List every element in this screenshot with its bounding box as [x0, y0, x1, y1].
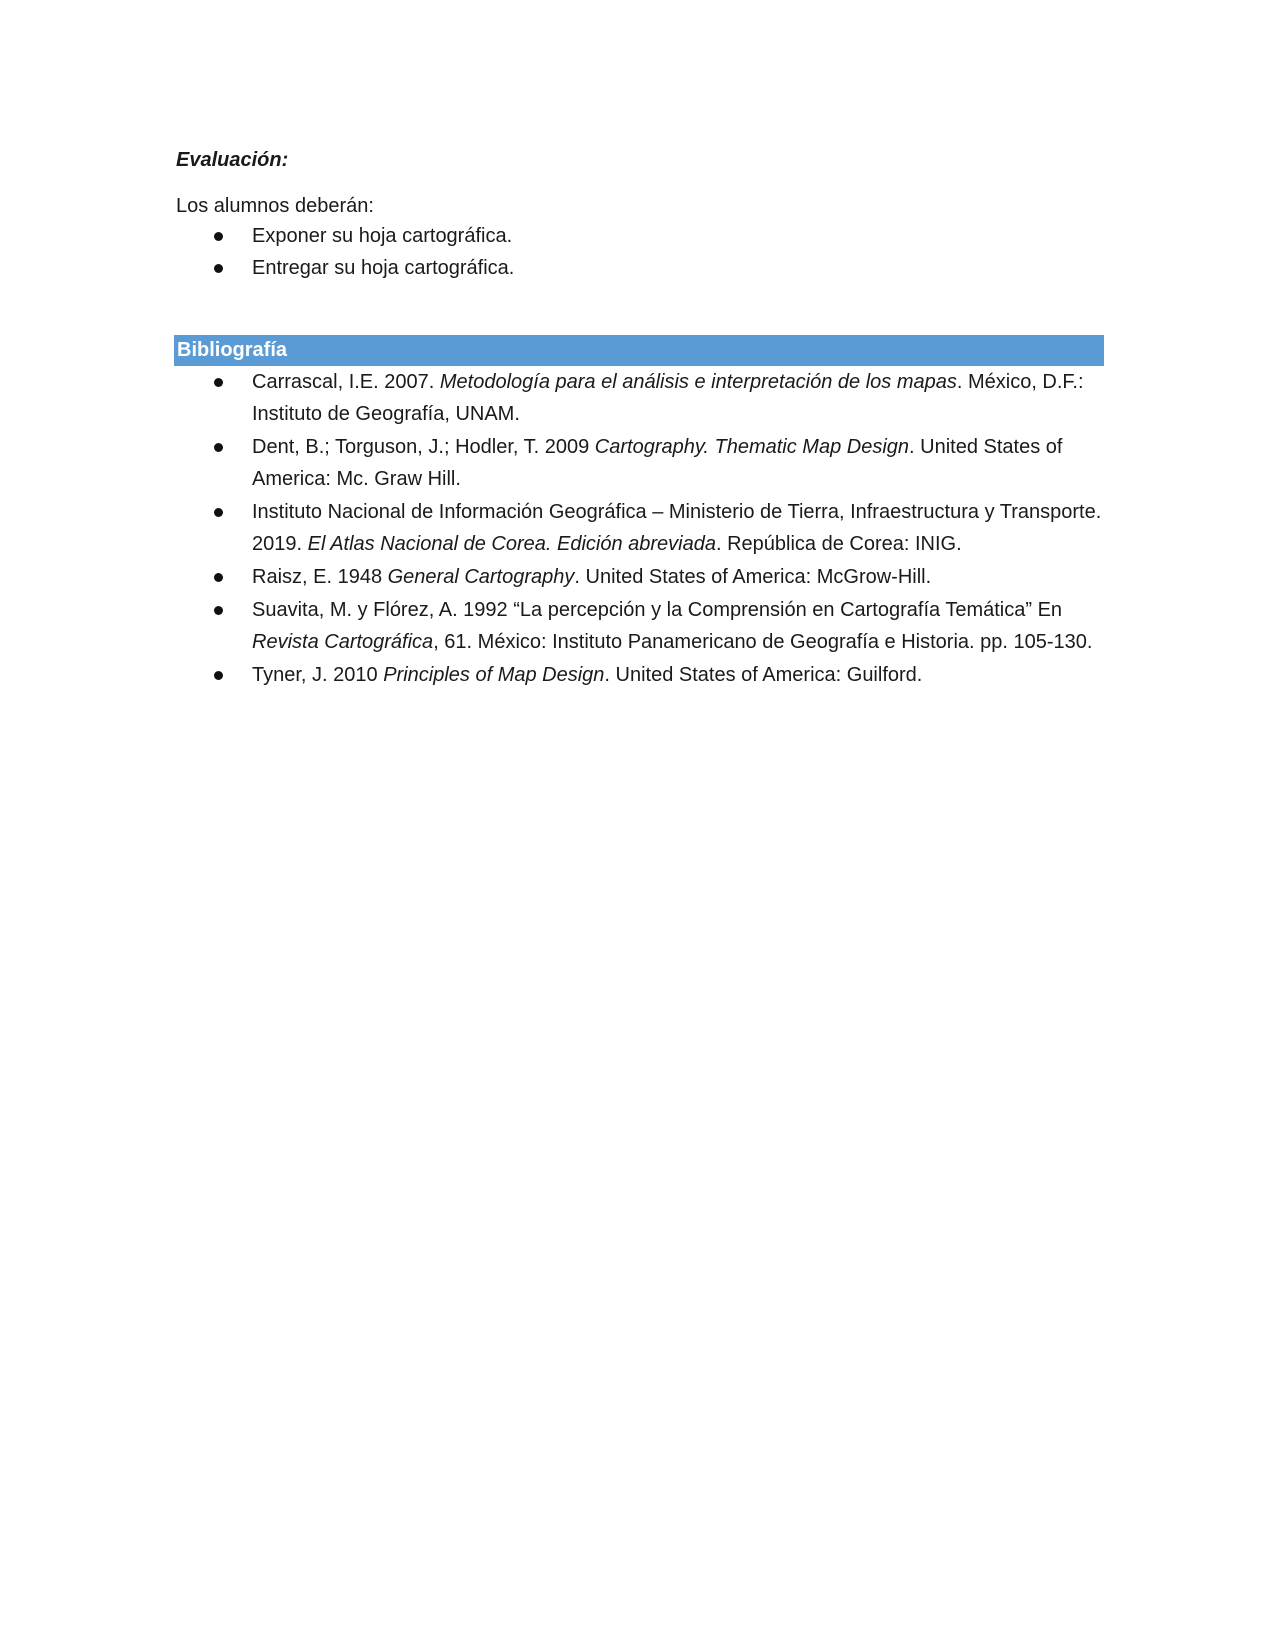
bullet-icon [214, 264, 223, 273]
entry-authors: Dent, B.; Torguson, J.; Hodler, T. 2009 [252, 436, 595, 458]
bullet-icon [214, 606, 223, 615]
bullet-icon [214, 573, 223, 582]
entry-title: General Cartography [387, 566, 575, 588]
bibliography-entry [176, 366, 1104, 430]
entry-title: Principles of Map Design [383, 664, 605, 686]
entry-authors: Instituto Nacional de Información Geográfica – Ministerio de Tierra, Infraestructura y Transporte. 2019. [252, 501, 1102, 555]
entry-title: Metodología para el análisis e interpretación de los mapas [439, 371, 957, 393]
list-item [176, 252, 1104, 284]
evaluation-item-text: Entregar su hoja cartográfica. [252, 257, 515, 279]
document-page [176, 146, 1104, 692]
bibliography-entry [176, 561, 1104, 593]
bibliography-list [176, 366, 1104, 691]
entry-authors: Suavita, M. y Flórez, A. 1992 “La percepción y la Comprensión en Cartografía Temática” En [252, 599, 1063, 621]
list-item [176, 220, 1104, 252]
bullet-icon [214, 508, 223, 517]
entry-publisher: . México, D.F.: Instituto de Geografía, UNAM. [252, 371, 1084, 425]
entry-authors: Tyner, J. 2010 [252, 664, 384, 686]
evaluation-heading: Evaluación: [176, 149, 289, 171]
evaluation-item-text: Exponer su hoja cartográfica. [252, 225, 513, 247]
entry-title: El Atlas Nacional de Corea. Edición abreviada [307, 533, 716, 555]
bibliography-entry [176, 431, 1104, 495]
entry-authors: Carrascal, I.E. 2007. [252, 371, 440, 393]
bullet-icon [214, 443, 223, 452]
bibliography-entry [176, 496, 1104, 560]
entry-publisher: . United States of America: Mc. Graw Hill. [252, 436, 1063, 490]
entry-publisher: , 61. México: Instituto Panamericano de Geografía e Historia. pp. 105-130. [433, 631, 1093, 653]
evaluation-intro: Los alumnos deberán: [176, 195, 374, 217]
entry-publisher: . United States of America: Guilford. [604, 664, 923, 686]
entry-title: Cartography. Thematic Map Design [594, 436, 910, 458]
bibliography-entry [176, 659, 1104, 691]
bibliography-heading: Bibliografía [174, 335, 1104, 366]
entry-publisher: . United States of America: McGrow-Hill. [574, 566, 932, 588]
entry-publisher: . República de Corea: INIG. [716, 533, 962, 555]
evaluation-list [176, 220, 1104, 284]
bullet-icon [214, 378, 223, 387]
entry-authors: Raisz, E. 1948 [252, 566, 388, 588]
bullet-icon [214, 671, 223, 680]
bibliography-entry [176, 594, 1104, 658]
entry-title: Revista Cartográfica [252, 631, 434, 653]
bullet-icon [214, 232, 223, 241]
